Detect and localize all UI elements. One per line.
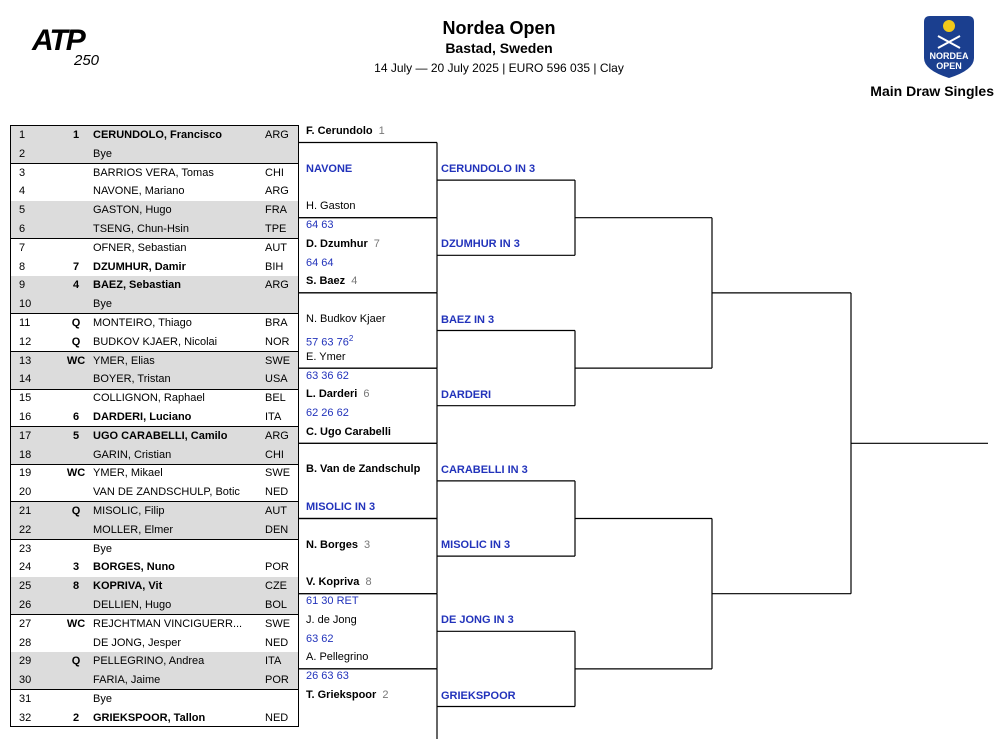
entry-country: BIH [265,260,284,273]
round1-player-text: H. Gaston [306,200,356,213]
round1-score [306,595,359,608]
entry-number: 16 [19,411,32,423]
entry-seed: 2 [72,711,80,724]
entry-country: ITA [265,655,282,668]
entry-country: FRA [265,204,287,217]
entry-name: MONTEIRO, Thiago [93,317,192,329]
round1-score [306,370,349,383]
entry-country: NED [265,711,289,724]
draw-type-title: Main Draw Singles [870,83,994,99]
tiebreak-score: 2 [348,334,354,343]
round1-player-text: J. de Jong [306,613,357,626]
entry-number: 28 [19,636,32,649]
entry-country: NED [265,486,289,499]
round1-player-text: T. Griekspoor [306,689,377,701]
entry-seed: 4 [72,279,80,292]
round1-player-text: E. Ymer [306,350,346,363]
round1-player [306,275,357,288]
entry-seed: 6 [72,411,80,423]
round1-score [306,219,334,232]
entry-country: AUT [265,241,287,254]
round2-result-text: MISOLIC IN 3 [441,539,511,552]
round2-result-text: GRIEKSPOOR [441,689,516,702]
round1-player-text: A. Pellegrino [306,651,369,664]
entry-number: 10 [19,298,32,311]
entry-number: 19 [19,467,32,480]
atp-logo-text: ATP [32,24,84,57]
round1-score [306,257,334,270]
entry-country: SWE [265,617,291,630]
badge-line-2: OPEN [936,61,962,71]
round1-player [306,388,370,401]
round1-score-text: 62 26 62 [306,407,349,420]
round1-player [306,689,388,702]
entry-name: MISOLIC, Filip [93,505,165,517]
entry-seed: Q [71,335,81,348]
entry-number: 32 [19,711,32,724]
entry-country: BRA [265,317,288,329]
round1-player [306,501,375,514]
round1-player [306,463,420,476]
winner-seed: 7 [370,237,380,250]
entry-name: KOPRIVA, Vit [93,580,163,593]
entry-country: NED [265,636,289,649]
entry-seed: WC [66,467,86,480]
entry-country: BEL [265,392,286,405]
entry-country: NOR [265,335,290,348]
round2-result [441,690,516,703]
round1-player [306,200,356,213]
entry-name: TSENG, Chun-Hsin [93,223,189,235]
round2-result [441,464,528,477]
round1-score-text: 63 62 [306,632,334,645]
badge-line-1: NORDEA [929,51,969,61]
entry-country: BOL [265,599,288,611]
round1-score [306,670,349,683]
entry-country: ARG [265,429,289,442]
entry-number: 13 [19,354,32,367]
entry-country: ARG [265,129,289,141]
entry-name: YMER, Mikael [93,467,163,480]
entry-name: Bye [93,542,112,555]
entry-number: 21 [19,505,32,517]
entry-name: COLLIGNON, Raphael [93,392,205,405]
entry-name: BOYER, Tristan [93,373,171,386]
round1-score-text: 61 30 RET [306,595,359,608]
entry-name: BUDKOV KJAER, Nicolai [93,335,218,348]
entry-seed: Q [71,655,81,668]
round1-player [306,426,391,439]
round2-result [441,389,491,402]
tournament-location: Bastad, Sweden [445,40,553,56]
round1-player [306,576,372,589]
entry-country: ARG [265,279,289,292]
entry-number: 6 [19,223,26,235]
entry-country: CHI [265,448,284,461]
round1-player-text: NAVONE [306,162,353,175]
entry-number: 5 [19,204,26,217]
entry-number: 30 [19,674,32,687]
entry-name: GASTON, Hugo [93,204,172,217]
tournament-title: Nordea Open [442,18,556,38]
entry-name: MOLLER, Elmer [93,523,174,536]
entry-name: DARDERI, Luciano [93,411,192,423]
entry-number: 20 [19,486,32,499]
entry-number: 2 [19,147,26,160]
entry-name: Bye [93,298,112,311]
entry-number: 17 [19,429,32,442]
round2-result [441,314,494,327]
winner-seed: 8 [362,576,372,589]
entry-seed: 3 [72,561,80,574]
round2-result-text: BAEZ IN 3 [441,313,495,326]
entry-number: 27 [19,617,32,630]
entry-seed: 1 [72,129,80,141]
round1-score-text: 64 63 [306,219,334,232]
entry-name: FARIA, Jaime [93,674,161,687]
round1-player-text: F. Cerundolo [306,125,373,137]
entry-country: USA [265,373,288,386]
entry-seed: 7 [72,260,80,273]
round1-player [306,539,370,552]
entry-number: 1 [19,129,26,141]
round1-score-text: 63 36 62 [306,369,349,382]
round1-player [306,238,380,251]
round2-result-text: DE JONG IN 3 [441,614,514,627]
round1-player [306,351,346,364]
entry-seed: 8 [72,580,80,593]
round1-player [306,651,368,664]
round2-result [441,614,514,627]
entry-name: DZUMHUR, Damir [93,260,186,273]
winner-seed: 1 [375,125,385,137]
entry-seed: Q [71,505,81,517]
winner-seed: 4 [348,275,358,288]
round1-score-text: 57 63 76 [306,336,349,349]
entry-country: CHI [265,166,284,179]
entry-number: 11 [19,317,31,329]
entry-number: 23 [19,542,32,555]
round2-result [441,539,510,552]
entry-number: 7 [19,241,26,254]
round1-player [306,125,385,138]
entry-number: 4 [19,185,26,198]
entry-number: 18 [19,448,32,461]
entry-name: UGO CARABELLI, Camilo [93,429,228,442]
entry-seed: WC [66,354,86,367]
round2-result-text: DZUMHUR IN 3 [441,238,520,251]
entry-name: REJCHTMAN VINCIGUERR... [93,617,243,630]
tournament-dates: 14 July — 20 July 2025 | EURO 596 035 | Clay [374,61,624,75]
entry-country: CZE [265,580,287,593]
round1-score [306,332,353,350]
round2-result-text: CARABELLI IN 3 [441,463,528,476]
round2-result-text: DARDERI [441,388,492,401]
round2-result [441,163,535,176]
entry-number: 15 [19,392,32,405]
round1-player-text: S. Baez [306,275,346,288]
entry-name: CERUNDOLO, Francisco [93,129,222,141]
entry-name: BARRIOS VERA, Tomas [93,166,214,179]
entry-seed: 5 [72,429,80,442]
entry-name: Bye [93,147,112,160]
entry-name: NAVONE, Mariano [93,185,185,198]
entry-name: GRIEKSPOOR, Tallon [93,711,206,724]
round2-result-text: CERUNDOLO IN 3 [441,163,536,176]
winner-seed: 3 [360,538,371,551]
round1-player [306,163,352,176]
round1-player-text: D. Dzumhur [306,237,368,250]
entry-name: VAN DE ZANDSCHULP, Botic [93,486,240,499]
round1-player-text: C. Ugo Carabelli [306,425,391,438]
entry-number: 25 [19,580,32,593]
entry-country: SWE [265,467,291,480]
entry-country: POR [265,561,289,574]
winner-seed: 2 [379,689,389,701]
winner-seed: 6 [360,388,370,401]
round1-player [306,614,357,627]
entry-name: Bye [93,693,112,705]
entry-country: SWE [265,354,291,367]
entry-number: 12 [19,335,32,348]
entry-name: OFNER, Sebastian [93,241,187,254]
entry-name: GARIN, Cristian [93,448,172,461]
entry-seed: Q [71,317,81,329]
atp-level-text: 250 [74,52,100,69]
round1-player-text: N. Borges [306,538,358,551]
entry-number: 29 [19,655,32,668]
round1-score [306,407,349,420]
round1-player-text: V. Kopriva [306,576,360,589]
entry-number: 14 [19,373,32,386]
entry-number: 24 [19,561,32,574]
entry-country: ARG [265,185,289,198]
round1-player-text: L. Darderi [306,388,358,401]
round1-player-text: N. Budkov Kjaer [306,313,386,325]
entry-country: DEN [265,523,289,536]
entry-number: 9 [19,279,26,292]
entry-name: BAEZ, Sebastian [93,279,182,292]
round1-player-text: B. Van de Zandschulp [306,463,421,476]
entry-country: AUT [265,505,287,517]
round1-player [306,313,385,326]
entry-country: TPE [265,223,287,235]
entry-name: YMER, Elias [93,354,155,367]
round2-result [441,238,520,251]
entry-number: 22 [19,523,32,536]
entry-number: 8 [19,260,26,273]
entry-seed: WC [66,617,86,630]
round1-score [306,633,334,646]
entry-number: 26 [19,599,32,611]
entry-number: 31 [19,693,32,705]
entry-country: POR [265,674,289,687]
entry-name: BORGES, Nuno [93,561,175,574]
entry-number: 3 [19,166,26,179]
round1-score-text: 26 63 63 [306,670,349,683]
entry-country: ITA [265,411,282,423]
round1-player-text: MISOLIC IN 3 [306,501,376,513]
entry-name: DELLIEN, Hugo [93,599,172,611]
entry-name: PELLEGRINO, Andrea [93,655,205,668]
entry-name: DE JONG, Jesper [93,636,182,649]
round1-score-text: 64 64 [306,256,334,269]
